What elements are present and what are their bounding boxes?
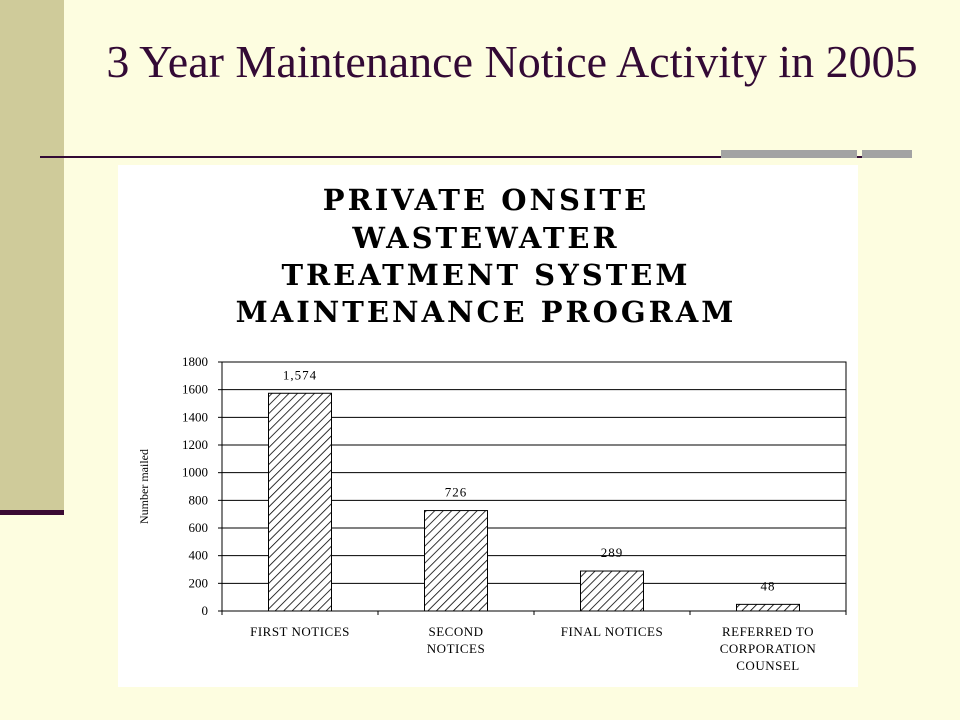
bar — [269, 393, 332, 611]
slide-title: 3 Year Maintenance Notice Activity in 2005 — [106, 36, 918, 87]
chart-title-line: MAINTENANCE PROGRAM — [235, 295, 737, 329]
x-category-label: NOTICES — [426, 641, 486, 656]
y-tick-label: 400 — [188, 547, 208, 563]
data-label: 726 — [444, 484, 468, 500]
y-axis-label: Number mailed — [137, 449, 151, 524]
bar — [425, 511, 488, 611]
sidebar-decoration — [0, 0, 64, 512]
data-label: 48 — [760, 578, 776, 594]
chart-title-line: WASTEWATER — [352, 221, 620, 255]
y-tick-label: 1800 — [182, 354, 208, 369]
chart-title — [236, 183, 737, 329]
x-category-label: FINAL NOTICES — [560, 624, 664, 639]
x-category-label: SECOND — [428, 624, 484, 639]
y-tick-label: 1200 — [182, 437, 208, 452]
data-label: 289 — [600, 545, 624, 561]
x-category-label: CORPORATION — [719, 641, 817, 656]
chart-title-line: TREATMENT SYSTEM — [281, 258, 691, 292]
data-label: 1,574 — [282, 367, 318, 383]
x-category-label: FIRST NOTICES — [250, 624, 350, 639]
bar-chart — [118, 165, 858, 687]
title-accent-bar — [721, 150, 857, 158]
y-tick-label: 800 — [188, 492, 208, 508]
y-tick-label: 200 — [188, 575, 208, 591]
y-tick-label: 1400 — [182, 409, 208, 425]
sidebar-accent-line — [0, 510, 64, 515]
title-accent-bar — [862, 150, 912, 158]
chart-panel — [118, 165, 858, 687]
y-tick-label: 0 — [201, 603, 208, 618]
chart-title-line: PRIVATE ONSITE — [322, 183, 650, 217]
x-category-label: COUNSEL — [736, 658, 800, 673]
y-tick-label: 600 — [188, 520, 208, 535]
y-tick-label: 1600 — [182, 381, 208, 397]
y-tick-label: 1000 — [182, 464, 208, 480]
bar — [737, 604, 800, 611]
plot-area — [137, 354, 846, 673]
bar — [581, 571, 644, 611]
x-category-label: REFERRED TO — [721, 624, 815, 639]
